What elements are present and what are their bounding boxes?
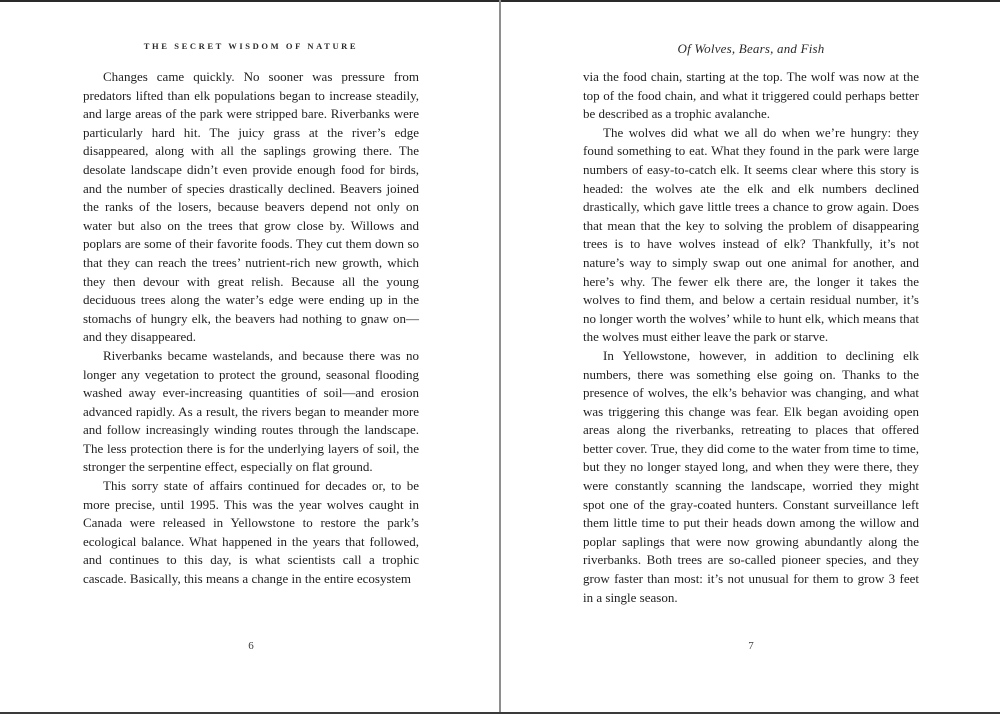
left-page bbox=[83, 0, 419, 714]
paragraph: Riverbanks became wastelands, and because there was no longer any vegetation to protect the ground, seasonal flooding washed away ever-increasing quantities of soil—and erosion advanced rapidly. As a result, the rivers began to meander more and follow increasingly winding routes through the landscape. The less protection there is for the underlying layers of soil, the stronger the serpentine effect, especially on flat ground. bbox=[83, 347, 419, 475]
right-page-body bbox=[583, 68, 919, 607]
right-page-number: 7 bbox=[748, 640, 754, 652]
right-page bbox=[583, 0, 919, 714]
paragraph: This sorry state of affairs continued for decades or, to be more precise, until 1995. This was the year wolves caught in Canada were released in Yellowstone to restore the park’s ecological balance. What happened in the years that followed, and continues to this day, is what scientists call a trophic cascade. Basically, this means a change in the entire ecosystem bbox=[83, 478, 419, 587]
left-page-number: 6 bbox=[248, 640, 254, 652]
left-running-header: THE SECRET WISDOM OF NATURE bbox=[143, 41, 359, 51]
left-page-body bbox=[83, 68, 419, 589]
page-gutter-divider bbox=[499, 0, 501, 714]
paragraph: via the food chain, starting at the top. The wolf was now at the top of the food chain, and what it triggered could perhaps better be described as a trophic avalanche. bbox=[583, 69, 919, 122]
right-running-header: Of Wolves, Bears, and Fish bbox=[677, 41, 825, 56]
paragraph: The wolves did what we all do when we’re hungry: they found something to eat. What they found in the park were large numbers of easy-to-catch elk. It seems clear where this story is headed: the wolves ate the elk and elk numbers declined drastically, which gave little trees a chance to grow again. Does that mean that the key to solving the problem of disappearing trees is to have wolves instead of elk? Thankfully, it’s not nature’s way to simply swap out one animal for another, and here’s why. The fewer elk there are, the longer it takes the wolves to find them, and below a certain residual number, it’s no longer worth the wolves’ while to hunt elk, which means that the wolves must either leave the park or starve. bbox=[583, 124, 919, 345]
paragraph: Changes came quickly. No sooner was pressure from predators lifted than elk populations began to increase steadily, and large areas of the park were stripped bare. Riverbanks were particularly hard hit. The juicy grass at the river’s edge disappeared, along with all the saplings growing there. The desolate landscape didn’t even provide enough food for birds, and the number of species drastically declined. Beavers joined the ranks of the losers, because beavers depend not only on water but also on the trees that grow close by. Willows and poplars are some of their favorite foods. They cut them down so that they can reach the trees’ nutrient-rich new growth, which they then devour with great relish. Because all the young deciduous trees along the water’s edge were ending up in the stomachs of hungry elk, the beavers had nothing to gnaw on—and they disappeared. bbox=[83, 69, 419, 345]
paragraph: In Yellowstone, however, in addition to declining elk numbers, there was something else going on. Thanks to the presence of wolves, the elk’s behavior was changing, and what was triggering this change was fear. Elk began avoiding open areas along the riverbanks, retreating to places that offered better cover. True, they did come to the water from time to time, but they no longer stayed long, and when they were there, they were constantly scanning the landscape, worried they might spot one of the gray-coated hunters. Constant surveillance left them little time to put their heads down among the willow and poplar saplings that were now growing abundantly along the riverbanks. Both trees are so-called pioneer species, and they grow faster than most: it’s not unusual for them to grow 3 feet in a single season. bbox=[583, 347, 919, 605]
